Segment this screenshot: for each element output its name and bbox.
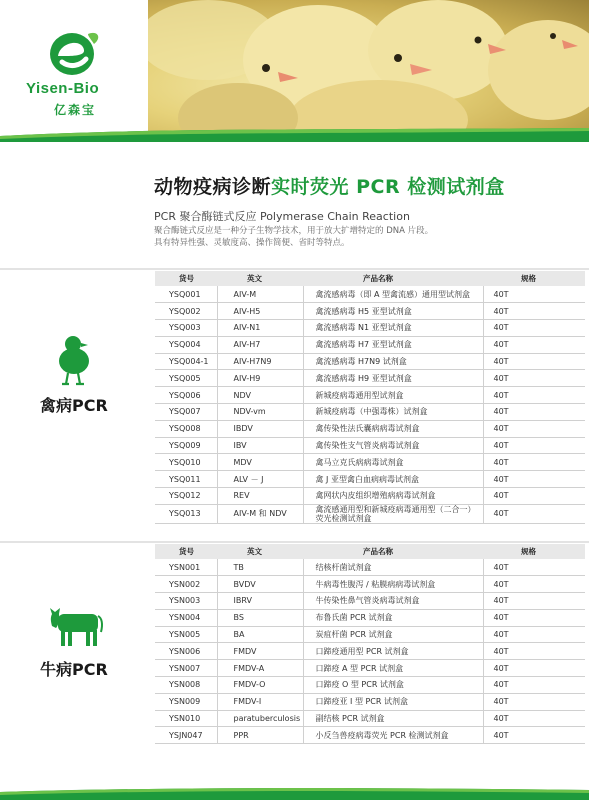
table-row: [155, 710, 585, 727]
cell-english: AIV-H9: [217, 370, 303, 387]
cell-code: YSN006: [155, 643, 217, 660]
cell-code: YSQ010: [155, 454, 217, 471]
cell-spec: 40T: [483, 303, 585, 320]
logo: [0, 0, 148, 142]
header-green-band: [0, 128, 589, 142]
cell-spec: 40T: [483, 286, 585, 303]
cell-code: YSN008: [155, 677, 217, 694]
cell-spec: 40T: [483, 454, 585, 471]
table-row: [155, 286, 585, 303]
cell-code: YSQ013: [155, 504, 217, 523]
cell-spec: 40T: [483, 437, 585, 454]
cell-spec: 40T: [483, 643, 585, 660]
cell-spec: 40T: [483, 693, 585, 710]
cell-english: BA: [217, 626, 303, 643]
cell-spec: 40T: [483, 626, 585, 643]
cell-code: YSQ005: [155, 370, 217, 387]
cell-code: YSQ011: [155, 471, 217, 488]
cell-spec: 40T: [483, 320, 585, 337]
page-title: [154, 172, 505, 199]
cell-product-name: 禽流感病毒 H7N9 试剂盒: [303, 353, 483, 370]
cell-spec: 40T: [483, 420, 585, 437]
cell-english: MDV: [217, 454, 303, 471]
table-header-row: [155, 544, 585, 559]
table-row: [155, 643, 585, 660]
col-english: 英文: [217, 544, 303, 559]
cell-english: AIV-H7: [217, 336, 303, 353]
cattle-pcr-table: [155, 544, 585, 744]
cell-code: YSN009: [155, 693, 217, 710]
brand-name-en: Yisen-Bio: [26, 80, 100, 97]
cell-code: YSQ006: [155, 387, 217, 404]
cell-product-name: 新城疫病毒通用型试剂盒: [303, 387, 483, 404]
cell-code: YSN002: [155, 576, 217, 593]
cell-code: YSQ004-1: [155, 353, 217, 370]
table-header-row: [155, 271, 585, 286]
cell-english: FMDV-I: [217, 693, 303, 710]
cell-product-name: 口蹄疫亚 I 型 PCR 试剂盒: [303, 693, 483, 710]
col-product-name: 产品名称: [303, 544, 483, 559]
cell-spec: 40T: [483, 353, 585, 370]
description-line: 具有特异性强、灵敏度高、操作简便、省时等特点。: [154, 238, 350, 248]
cell-product-name: 牛传染性鼻气管炎病毒试剂盒: [303, 593, 483, 610]
poultry-pcr-table: [155, 271, 585, 524]
cell-code: YSN001: [155, 559, 217, 576]
col-code: 货号: [155, 271, 217, 286]
cell-spec: 40T: [483, 504, 585, 523]
chicks-photo: [148, 0, 589, 142]
section-divider: [0, 541, 589, 543]
cell-english: FMDV-O: [217, 677, 303, 694]
col-spec: 规格: [483, 544, 585, 559]
cell-code: YSN005: [155, 626, 217, 643]
table-row: [155, 559, 585, 576]
title-part1: 动物疫病诊断: [154, 176, 272, 198]
cell-spec: 40T: [483, 370, 585, 387]
description: [154, 225, 433, 249]
cell-english: FMDV: [217, 643, 303, 660]
cell-english: AIV-M: [217, 286, 303, 303]
table-row: [155, 677, 585, 694]
cell-code: YSQ012: [155, 488, 217, 505]
brand-name-cn: 亿森宝: [54, 103, 97, 117]
col-code: 货号: [155, 544, 217, 559]
cell-code: YSQ002: [155, 303, 217, 320]
cell-english: IBV: [217, 437, 303, 454]
cell-spec: 40T: [483, 336, 585, 353]
table-row: [155, 660, 585, 677]
cell-code: YSN003: [155, 593, 217, 610]
table-row: [155, 320, 585, 337]
table-row: [155, 404, 585, 421]
cell-product-name: 禽流感病毒 H7 亚型试剂盒: [303, 336, 483, 353]
cell-product-name: 禽流感病毒 N1 亚型试剂盒: [303, 320, 483, 337]
header-banner: [0, 0, 589, 142]
table-row: [155, 454, 585, 471]
table-row: [155, 303, 585, 320]
table-row: [155, 693, 585, 710]
cell-code: YSN007: [155, 660, 217, 677]
cell-product-name: 结核杆菌试剂盒: [303, 559, 483, 576]
cell-english: TB: [217, 559, 303, 576]
cell-product-name: 小反刍兽疫病毒荧光 PCR 检测试剂盒: [303, 727, 483, 744]
logo-e-icon: [44, 26, 104, 78]
title-part2: 实时荧光 PCR 检测试剂盒: [271, 176, 505, 198]
cell-english: NDV-vm: [217, 404, 303, 421]
cell-english: FMDV-A: [217, 660, 303, 677]
table-row: [155, 437, 585, 454]
table-row: [155, 609, 585, 626]
table-row: [155, 727, 585, 744]
cell-product-name: 副结核 PCR 试剂盒: [303, 710, 483, 727]
table-row: [155, 370, 585, 387]
description-line: 聚合酶链式反应是一种分子生物学技术，用于放大扩增特定的 DNA 片段。: [154, 226, 434, 236]
cell-product-name: 口蹄疫 A 型 PCR 试剂盒: [303, 660, 483, 677]
cell-english: IBRV: [217, 593, 303, 610]
cell-product-name: 禽流感病毒 H5 亚型试剂盒: [303, 303, 483, 320]
cell-product-name: 禽流感通用型和新城疫病毒通用型（二合一）荧光检测试剂盒: [303, 504, 483, 523]
table-row: [155, 353, 585, 370]
cell-english: AIV-N1: [217, 320, 303, 337]
cell-code: YSQ004: [155, 336, 217, 353]
cell-english: REV: [217, 488, 303, 505]
cell-spec: 40T: [483, 576, 585, 593]
page-subtitle: PCR 聚合酶链式反应 Polymerase Chain Reaction: [154, 210, 410, 223]
table-row: [155, 576, 585, 593]
cell-english: BVDV: [217, 576, 303, 593]
col-product-name: 产品名称: [303, 271, 483, 286]
section-label-cattle: 牛病PCR: [40, 660, 108, 679]
cell-english: BS: [217, 609, 303, 626]
cell-spec: 40T: [483, 727, 585, 744]
cell-spec: 40T: [483, 559, 585, 576]
cell-product-name: 禽网状内皮组织增殖病病毒试剂盒: [303, 488, 483, 505]
chick-icon: [56, 334, 96, 386]
cell-spec: 40T: [483, 593, 585, 610]
cell-spec: 40T: [483, 660, 585, 677]
cell-code: YSQ003: [155, 320, 217, 337]
cow-icon: [46, 602, 106, 648]
cell-product-name: 新城疫病毒（中强毒株）试剂盒: [303, 404, 483, 421]
cell-spec: 40T: [483, 677, 585, 694]
cell-english: AIV-H7N9: [217, 353, 303, 370]
col-spec: 规格: [483, 271, 585, 286]
cell-english: IBDV: [217, 420, 303, 437]
cell-code: YSN010: [155, 710, 217, 727]
table-row: [155, 504, 585, 523]
section-label-poultry: 禽病PCR: [40, 396, 108, 415]
table-row: [155, 593, 585, 610]
cell-product-name: 禽流感病毒（即 A 型禽流感）通用型试剂盒: [303, 286, 483, 303]
cell-english: NDV: [217, 387, 303, 404]
cell-english: PPR: [217, 727, 303, 744]
cell-product-name: 口蹄疫通用型 PCR 试剂盒: [303, 643, 483, 660]
cell-product-name: 禽马立克氏病病毒试剂盒: [303, 454, 483, 471]
cell-code: YSQ009: [155, 437, 217, 454]
section-divider: [0, 268, 589, 270]
cell-product-name: 禽流感病毒 H9 亚型试剂盒: [303, 370, 483, 387]
cell-spec: 40T: [483, 404, 585, 421]
col-english: 英文: [217, 271, 303, 286]
cell-product-name: 禽传染性法氏囊病病毒试剂盒: [303, 420, 483, 437]
cell-product-name: 禽传染性支气管炎病毒试剂盒: [303, 437, 483, 454]
cell-english: AIV-M 和 NDV: [217, 504, 303, 523]
table-row: [155, 488, 585, 505]
cell-english: ALV － J: [217, 471, 303, 488]
cell-code: YSQ001: [155, 286, 217, 303]
cell-english: AIV-H5: [217, 303, 303, 320]
cell-product-name: 禽 J 亚型禽白血病病毒试剂盒: [303, 471, 483, 488]
cell-spec: 40T: [483, 488, 585, 505]
cell-product-name: 布鲁氏菌 PCR 试剂盒: [303, 609, 483, 626]
cell-spec: 40T: [483, 471, 585, 488]
table-row: [155, 420, 585, 437]
cell-english: paratuberculosis: [217, 710, 303, 727]
table-row: [155, 471, 585, 488]
table-row: [155, 626, 585, 643]
cell-spec: 40T: [483, 387, 585, 404]
cell-code: YSQ007: [155, 404, 217, 421]
cell-product-name: 口蹄疫 O 型 PCR 试剂盒: [303, 677, 483, 694]
table-row: [155, 387, 585, 404]
cell-product-name: 炭疽杆菌 PCR 试剂盒: [303, 626, 483, 643]
cell-code: YSJN047: [155, 727, 217, 744]
cell-spec: 40T: [483, 710, 585, 727]
cell-code: YSQ008: [155, 420, 217, 437]
table-row: [155, 336, 585, 353]
footer-green-band: [0, 786, 589, 800]
cell-spec: 40T: [483, 609, 585, 626]
cell-product-name: 牛病毒性腹泻 / 粘膜病病毒试剂盒: [303, 576, 483, 593]
cell-code: YSN004: [155, 609, 217, 626]
